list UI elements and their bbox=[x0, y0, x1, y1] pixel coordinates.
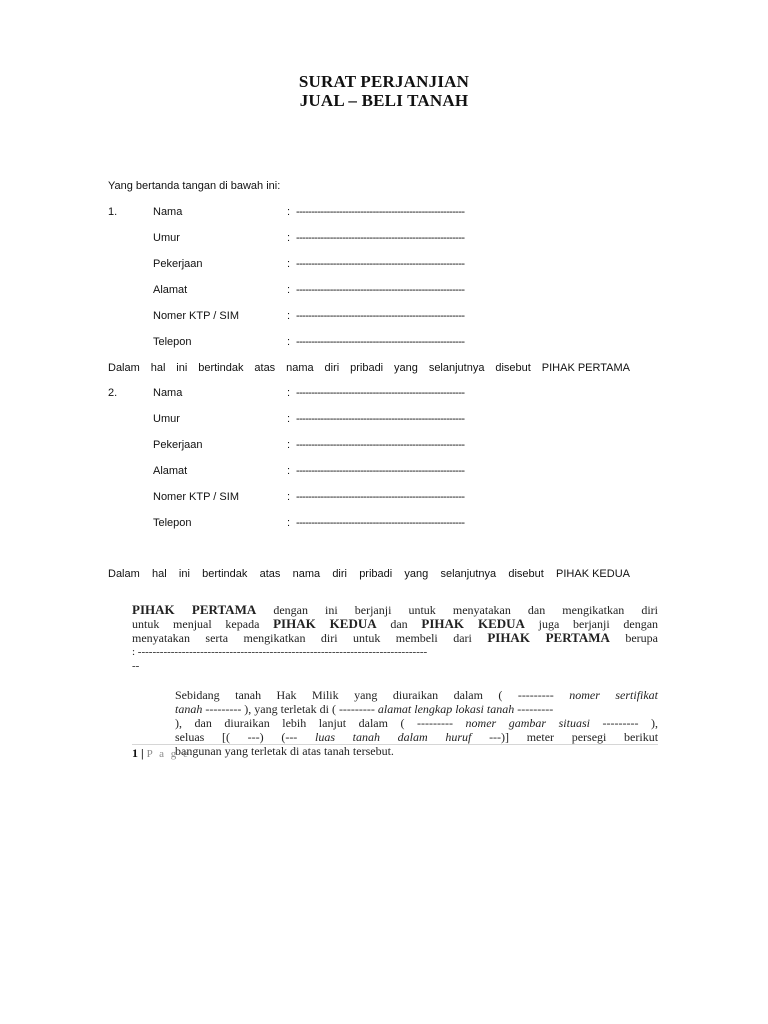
party2-field-label: Telepon bbox=[153, 517, 192, 529]
party1-field-blank: ------------------------------------------------------- bbox=[296, 258, 465, 270]
statement-word: disebut bbox=[495, 362, 531, 374]
statement-word: ini bbox=[176, 362, 188, 374]
footer-divider bbox=[132, 744, 658, 745]
land-description bbox=[175, 688, 658, 758]
party2-field-label: Pekerjaan bbox=[153, 439, 203, 451]
statement-word: yang bbox=[404, 568, 429, 580]
document-subtitle: JUAL – BELI TANAH bbox=[299, 91, 469, 110]
statement-word: yang bbox=[394, 362, 418, 374]
statement-word: disebut bbox=[508, 568, 544, 580]
party2-field-colon: : bbox=[287, 439, 291, 451]
party1-field-label: Pekerjaan bbox=[153, 258, 203, 270]
agreement-paragraph bbox=[132, 603, 658, 673]
party1-field-colon: : bbox=[287, 206, 291, 218]
party1-field-label: Nomer KTP / SIM bbox=[153, 310, 239, 322]
party1-field-blank: ------------------------------------------------------- bbox=[296, 336, 465, 348]
agreement-blank-tail: -- bbox=[132, 660, 140, 672]
pihak-pertama-term: PIHAK PERTAMA bbox=[132, 602, 257, 617]
pihak-kedua-term: PIHAK KEDUA bbox=[421, 616, 525, 631]
party2-field-colon: : bbox=[287, 413, 291, 425]
party2-field-blank: ------------------------------------------------------- bbox=[296, 491, 465, 503]
statement-word: atas bbox=[254, 362, 276, 374]
statement-word: bertindak bbox=[202, 568, 248, 580]
statement-word: selanjutnya bbox=[440, 568, 497, 580]
party2-field-colon: : bbox=[287, 465, 291, 477]
statement-word: hal bbox=[152, 568, 167, 580]
land-line-1: Sebidang tanah Hak Milik yang diuraikan dalam ( --------- nomer sertifikat bbox=[175, 688, 659, 702]
party1-field-blank: ------------------------------------------------------- bbox=[296, 232, 465, 244]
statement-word: hal bbox=[150, 362, 166, 374]
pihak-pertama-term: PIHAK PERTAMA bbox=[487, 630, 610, 645]
party2-statement bbox=[108, 568, 630, 580]
statement-word: Dalam bbox=[108, 568, 140, 580]
party1-field-colon: : bbox=[287, 232, 291, 244]
statement-word: ini bbox=[178, 568, 190, 580]
statement-word: nama bbox=[286, 362, 314, 374]
statement-word: pribadi bbox=[350, 362, 384, 374]
party1-field-blank: ------------------------------------------------------- bbox=[296, 284, 465, 296]
statement-word: pribadi bbox=[359, 568, 393, 580]
party2-number: 2. bbox=[108, 387, 118, 399]
statement-word: diri bbox=[332, 568, 347, 580]
party2-field-blank: ------------------------------------------------------- bbox=[296, 413, 465, 425]
party1-number: 1. bbox=[108, 206, 118, 218]
party2-field-blank: ------------------------------------------------------- bbox=[296, 387, 465, 399]
statement-word: nama bbox=[292, 568, 321, 580]
agreement-line-2: untuk menjual kepada PIHAK KEDUA dan PIHAK KEDUA juga berjanji dengan bbox=[132, 616, 659, 631]
party1-field-colon: : bbox=[287, 336, 291, 348]
intro-text: Yang bertanda tangan di bawah ini: bbox=[108, 180, 281, 192]
party2-field-blank: ------------------------------------------------------- bbox=[296, 517, 465, 529]
party1-field-label: Telepon bbox=[153, 336, 192, 348]
agreement-line-3: menyatakan serta mengikatkan diri untuk membeli dari PIHAK PERTAMA berupa bbox=[132, 630, 658, 645]
statement-word: PIHAK KEDUA bbox=[556, 568, 630, 580]
party2-field-colon: : bbox=[287, 517, 291, 529]
party2-field-label: Umur bbox=[153, 413, 180, 425]
party2-field-label: Nama bbox=[153, 387, 183, 399]
party1-field-label: Alamat bbox=[153, 284, 188, 296]
party1-field-colon: : bbox=[287, 258, 291, 270]
party2-field-colon: : bbox=[287, 387, 291, 399]
land-line-2: tanah --------- ), yang terletak di ( --------- alamat lengkap lokasi tanah --------- bbox=[175, 702, 554, 716]
party2-field-blank: ------------------------------------------------------- bbox=[296, 465, 465, 477]
party1-field-colon: : bbox=[287, 284, 291, 296]
party1-field-label: Nama bbox=[153, 206, 183, 218]
statement-word: atas bbox=[259, 568, 281, 580]
party2-field-blank: ------------------------------------------------------- bbox=[296, 439, 465, 451]
statement-word: diri bbox=[324, 362, 340, 374]
page-number: 1 bbox=[132, 746, 138, 760]
page-footer: 1 | P a g e bbox=[132, 746, 190, 760]
party1-statement bbox=[108, 362, 630, 374]
statement-word: selanjutnya bbox=[428, 362, 485, 374]
land-line-4: seluas [( ---) (--- luas tanah dalam huruf ---)] meter persegi berikut bbox=[175, 730, 659, 744]
party1-field-blank: ------------------------------------------------------- bbox=[296, 206, 465, 218]
party1-field-label: Umur bbox=[153, 232, 180, 244]
statement-word: bertindak bbox=[198, 362, 244, 374]
land-line-5: bangunan yang terletak di atas tanah tersebut. bbox=[175, 744, 394, 758]
party2-field-label: Alamat bbox=[153, 465, 188, 477]
party1-field-colon: : bbox=[287, 310, 291, 322]
page-label: P a g e bbox=[146, 748, 190, 760]
party2-field-label: Nomer KTP / SIM bbox=[153, 491, 239, 503]
agreement-line-1: PIHAK PERTAMA dengan ini berjanji untuk menyatakan dan mengikatkan diri bbox=[132, 602, 659, 617]
pihak-kedua-term: PIHAK KEDUA bbox=[273, 616, 377, 631]
statement-word: PIHAK PERTAMA bbox=[541, 362, 630, 374]
agreement-blank-line: : ------------------------------------------------------------------------------- bbox=[132, 646, 428, 658]
statement-word: Dalam bbox=[108, 362, 140, 374]
party1-field-blank: ------------------------------------------------------- bbox=[296, 310, 465, 322]
document-title: SURAT PERJANJIAN bbox=[298, 72, 470, 91]
party2-field-colon: : bbox=[287, 491, 291, 503]
land-line-3: ), dan diuraikan lebih lanjut dalam ( --------- nomer gambar situasi --------- ), bbox=[175, 716, 659, 730]
